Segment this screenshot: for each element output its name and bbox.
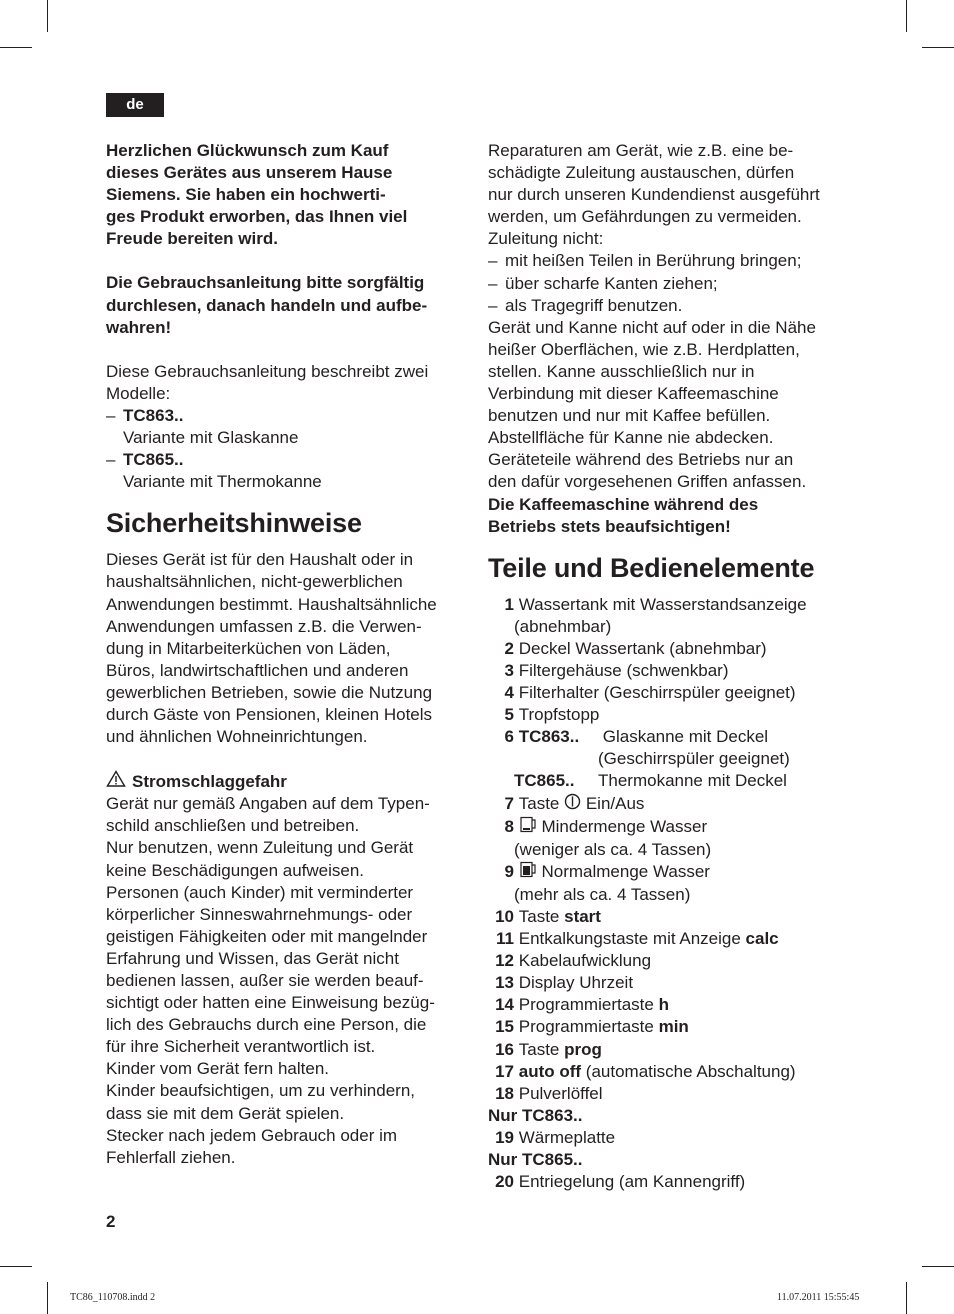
warning-triangle-icon [106,770,126,793]
safety-text-continued: Reparaturen am Gerät, wie z.B. eine be- schädigte Zuleitung austauschen, dürfen nur durch unseren Kundendienst ausgeführt werden, um Gefährdungen zu vermeiden. Zuleitung nicht: [488,141,820,249]
safety-heading: Sicherheitshinweise [106,508,362,539]
model-subheading: Nur TC865.. [488,1150,583,1170]
list-item: 6 TC863.. Glaskanne mit Deckel [504,727,769,747]
list-item: 13 Display Uhrzeit [495,973,634,993]
crop-mark [0,1266,32,1267]
list-item: 4 Filterhalter (Geschirrspüler geeignet) [504,683,796,703]
footer-timestamp: 11.07.2011 15:55:45 [777,1292,860,1303]
list-item: 14 Programmiertaste h [495,995,669,1015]
model-description: Variante mit Thermokanne [123,472,322,492]
list-item: – über scharfe Kanten ziehen; [488,273,718,293]
model-subheading: Nur TC863.. [488,1105,583,1125]
left-column [106,140,471,1169]
list-item: 18 Pulverlöffel [495,1083,603,1103]
crop-mark [906,0,907,32]
crop-mark [0,47,32,48]
list-item: 1 Wassertank mit Wasserstandsanzeige [504,594,807,614]
list-item: 20 Entriegelung (am Kannengriff) [495,1172,746,1192]
list-item: 10 Taste start [495,907,601,926]
intro-paragraph-2: Die Gebrauchsanleitung bitte sorgfältig durchlesen, danach handeln und aufbe- wahren! [106,273,428,337]
warning-title: Stromschlaggefahr [132,771,287,791]
model-description: Variante mit Glaskanne [123,428,299,448]
list-item: 8 Mindermenge Wasser [488,816,858,839]
footer-file-info: TC86_110708.indd 2 [70,1292,156,1303]
list-item: 17 auto off (automatische Abschaltung) [495,1061,796,1081]
list-item: 2 Deckel Wassertank (abnehmbar) [504,638,767,658]
list-item: 15 Programmiertaste min [495,1017,689,1037]
list-item: 11 Entkalkungstaste mit Anzeige calc [496,929,779,949]
small-amount-icon [519,816,537,839]
list-item: 5 Tropfstopp [504,705,600,725]
list-item-continuation: (weniger als ca. 4 Tassen) [514,839,712,859]
list-item-continuation: (Geschirrspüler geeignet) [598,749,790,769]
power-icon [564,793,581,816]
crop-mark [47,1282,48,1314]
list-item: – mit heißen Teilen in Berührung bringen; [488,251,802,271]
crop-mark [922,1266,954,1267]
warning-heading [106,770,471,793]
safety-text-continued-2: Gerät und Kanne nicht auf oder in die Nähe heißer Oberflächen, wie z.B. Herdplatten, stellen. Kanne ausschließlich nur in Verbindung mit dieser Kaffeemaschine benutzen und nur mit Kaffee befüllen. Abstellfläche für Kanne nie abdecken. Geräteteile während des Betriebs nur an den dafür vorgesehenen Griffen anfassen. [488,317,816,492]
list-item-continuation: (mehr als ca. 4 Tassen) [514,884,691,904]
list-item-continuation: TC865.. Thermokanne mit Deckel [514,771,787,791]
right-column [488,140,858,1193]
cable-list [488,250,858,316]
intro-paragraph-1: Herzlichen Glückwunsch zum Kauf dieses Gerätes aus unserem Hause Siemens. Sie haben ein hochwerti- ges Produkt erworben, das Ihnen viel Freude bereiten wird. [106,141,408,249]
list-item: 19 Wärmeplatte [495,1127,616,1147]
list-item: 16 Taste prog [495,1039,602,1059]
supervision-note: Die Kaffeemaschine während des Betriebs stets beaufsichtigen! [488,494,759,536]
list-item: 3 Filtergehäuse (schwenkbar) [504,660,729,680]
list-item: 12 Kabelaufwicklung [495,951,652,971]
crop-mark [47,0,48,32]
page-number: 2 [106,1212,116,1231]
warning-text: Gerät nur gemäß Angaben auf dem Typen- schild anschließen und betreiben. Nur benutzen, wenn Zuleitung und Gerät keine Beschädigungen aufweisen. Personen (auch Kinder) mit verminderter körperlicher Sinneswahrnehmungs- oder geistigen Fähigkeiten oder mit mangelnder Erfahrung und Wissen, das Gerät nicht bedienen lassen, außer sie werden beauf- sichtigt oder hatten eine Einweisung bezüg- lich des Gebrauchs durch eine Person, die für ihre Sicherheit verantwortlich ist. Kinder vom Gerät fern halten. Kinder beaufsichtigen, um zu verhindern, dass sie mit dem Gerät spielen. Stecker nach jedem Gebrauch oder im Fehlerfall ziehen. [106,794,435,1167]
language-tab: de [106,93,164,117]
parts-list [488,594,858,1194]
list-item-continuation: (abnehmbar) [514,616,612,636]
safety-text: Dieses Gerät ist für den Haushalt oder in haushaltsähnlichen, nicht-gewerblichen Anwendungen bestimmt. Haushaltsähnliche Anwendungen umfassen z.B. die Verwen- dung in Mitarbeiterküchen von Läden, Büros, landwirtschaftlichen und anderen gewerblichen Betrieben, sowie die Nutzung durch Gäste von Pensionen, kleinen Hotels und ähnlichen Wohneinrichtungen. [106,550,437,747]
list-item: 9 Normalmenge Wasser [488,861,858,884]
list-item: – TC863.. [106,405,184,425]
crop-mark [906,1282,907,1314]
models-intro: Diese Gebrauchsanleitung beschreibt zwei Modelle: [106,361,429,403]
list-item: – als Tragegriff benutzen. [488,295,683,315]
model-list [106,405,471,493]
list-item: – TC865.. [106,450,184,470]
crop-mark [922,47,954,48]
list-item: 7 Taste Ein/Aus [488,793,858,816]
parts-heading: Teile und Bedienelemente [488,552,815,583]
normal-amount-icon [519,861,537,884]
